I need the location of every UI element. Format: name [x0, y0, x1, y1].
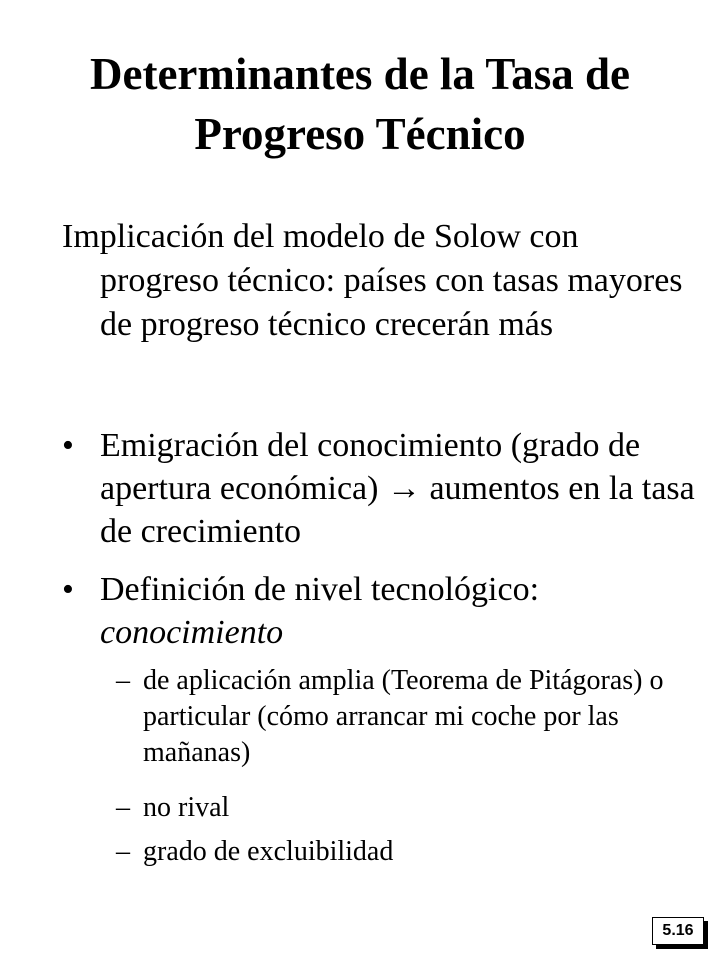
intro-paragraph: Implicación del modelo de Solow con progreso técnico: países con tasas mayores de progreso técnico crecerán más	[62, 218, 683, 343]
slide-title-line-1: Determinantes de la Tasa de	[90, 49, 630, 99]
bullet-marker: •	[62, 427, 74, 464]
bullet-item-definition	[62, 568, 712, 654]
sub-item-text: grado de excluibilidad	[143, 836, 394, 867]
bullet-text	[100, 568, 712, 654]
bullet-text-prefix: Definición de nivel tecnológico:	[100, 571, 540, 608]
sub-item-text: de aplicación amplia (Teorema de Pitágoras) o particular (cómo arrancar mi coche por las mañanas)	[143, 665, 664, 768]
bullet-marker: •	[62, 571, 74, 608]
sub-item-marker: –	[116, 836, 130, 867]
page-number: 5.16	[652, 917, 704, 945]
sub-item-application	[116, 663, 716, 771]
bullet-text: Emigración del conocimiento (grado de apertura económica) → aumentos en la tasa de crecimiento	[100, 427, 695, 550]
sub-item-marker: –	[116, 665, 130, 696]
slide-title-line-2: Progreso Técnico	[194, 109, 526, 159]
sub-item-text: no rival	[143, 792, 230, 823]
slide-title	[0, 44, 720, 164]
page-number-badge	[652, 917, 708, 949]
sub-item-marker: –	[116, 792, 130, 823]
bullet-text-italic: conocimiento	[100, 614, 284, 651]
sub-item-excludability	[116, 834, 716, 870]
bullet-item-emigration	[62, 424, 712, 553]
sub-item-non-rival	[116, 790, 716, 826]
